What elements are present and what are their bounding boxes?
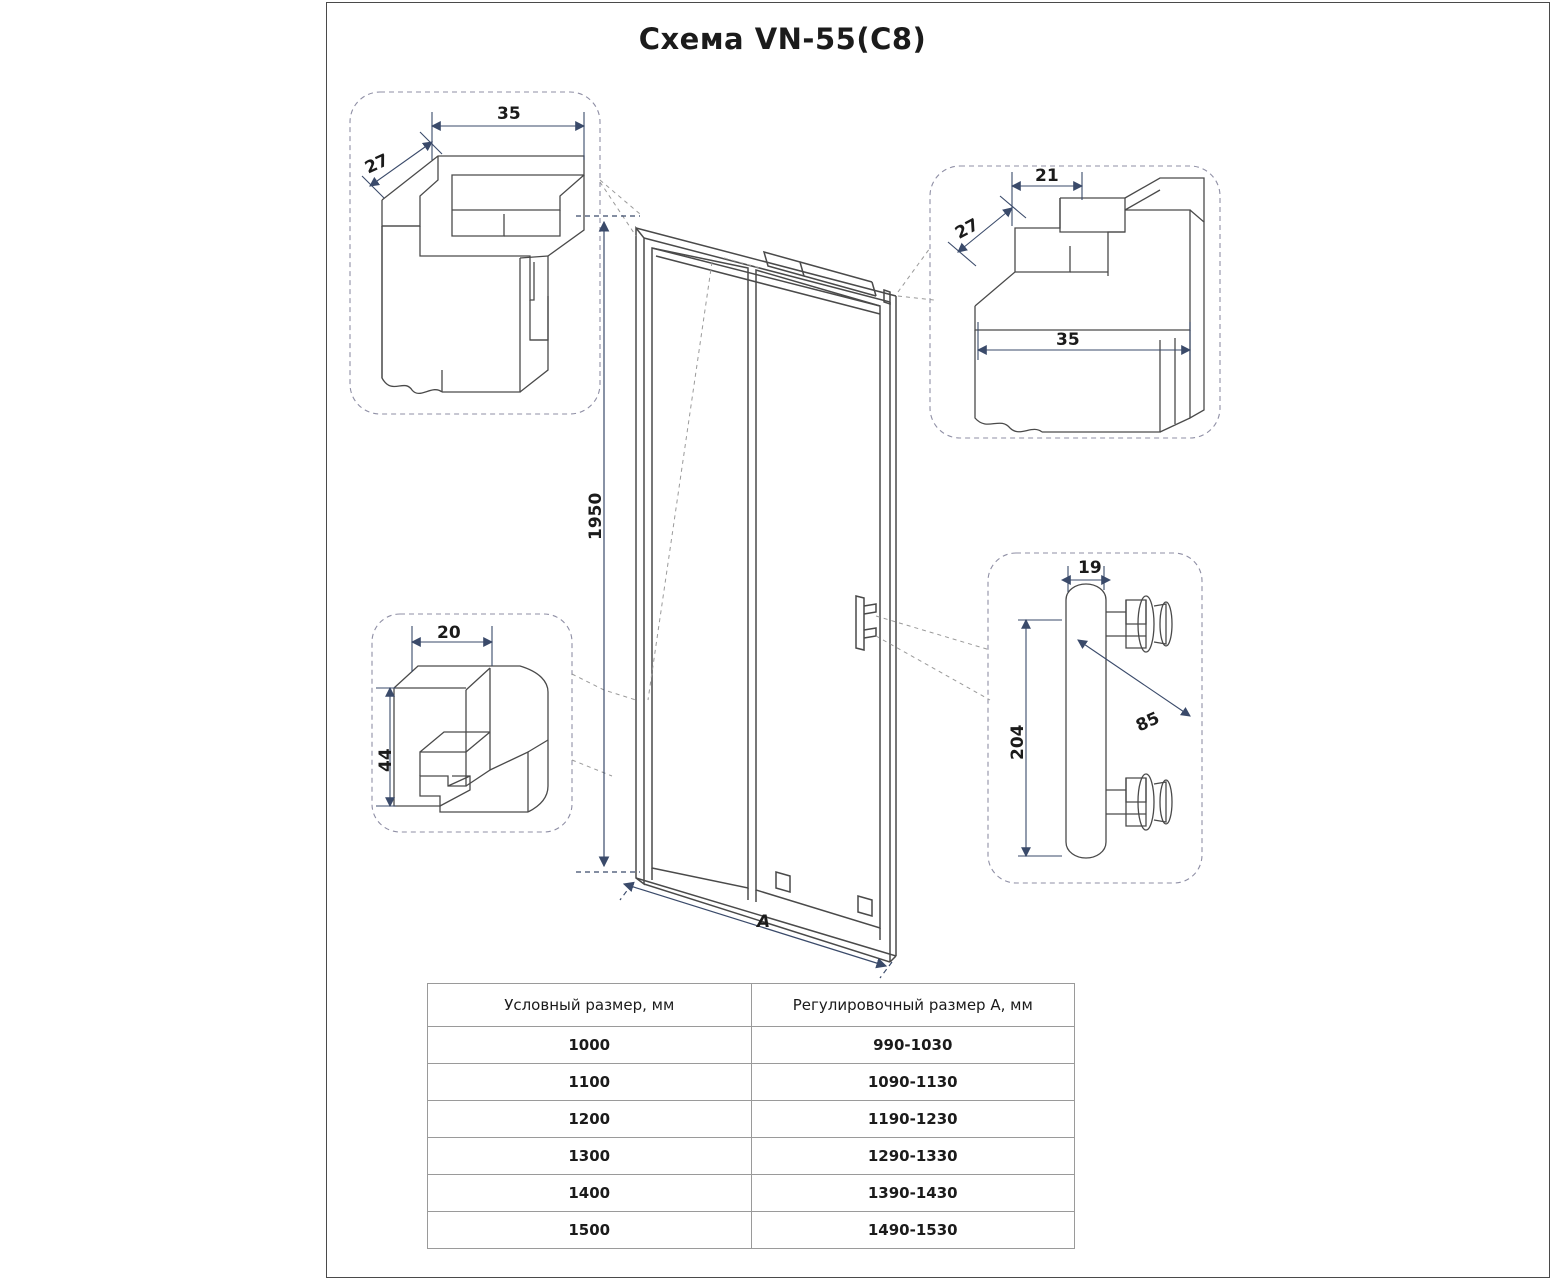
table-cell-adjust: 990-1030 xyxy=(751,1027,1075,1064)
dim-label-handle-204: 204 xyxy=(1008,724,1028,760)
dim-label-tl-27: 27 xyxy=(362,150,392,179)
table-cell-adjust: 1090-1130 xyxy=(751,1064,1075,1101)
dim-label-handle-19: 19 xyxy=(1078,558,1102,578)
table-header-cell: Условный размер, мм xyxy=(428,984,752,1027)
dim-label-tr-27: 27 xyxy=(952,214,983,244)
table-cell-adjust: 1490-1530 xyxy=(751,1212,1075,1249)
table-row xyxy=(428,1138,1075,1175)
table-header-cell: Регулировочный размер А, мм xyxy=(751,984,1075,1027)
table-cell-nominal: 1500 xyxy=(428,1212,752,1249)
table-row xyxy=(428,1064,1075,1101)
dim-label-bl-20: 20 xyxy=(437,623,461,643)
dim-label-width-a: A xyxy=(757,912,771,932)
table-row xyxy=(428,1212,1075,1249)
dim-label-tr-35: 35 xyxy=(1056,330,1080,350)
table-header-row xyxy=(428,984,1075,1027)
table-cell-nominal: 1100 xyxy=(428,1064,752,1101)
table-cell-nominal: 1000 xyxy=(428,1027,752,1064)
table-cell-adjust: 1290-1330 xyxy=(751,1138,1075,1175)
table-cell-adjust: 1190-1230 xyxy=(751,1101,1075,1138)
table-cell-nominal: 1300 xyxy=(428,1138,752,1175)
dim-label-tr-21: 21 xyxy=(1035,166,1059,186)
table-row xyxy=(428,1175,1075,1212)
dim-label-bl-44: 44 xyxy=(376,748,396,772)
table-cell-nominal: 1400 xyxy=(428,1175,752,1212)
table-cell-nominal: 1200 xyxy=(428,1101,752,1138)
table-row xyxy=(428,1101,1075,1138)
table-cell-adjust: 1390-1430 xyxy=(751,1175,1075,1212)
table-row xyxy=(428,1027,1075,1064)
dim-label-height-1950: 1950 xyxy=(586,492,606,540)
page-title: Схема VN-55(С8) xyxy=(638,22,927,56)
dim-label-tl-35: 35 xyxy=(497,104,521,124)
spec-table xyxy=(427,983,1075,1249)
dim-label-handle-85: 85 xyxy=(1133,708,1163,737)
